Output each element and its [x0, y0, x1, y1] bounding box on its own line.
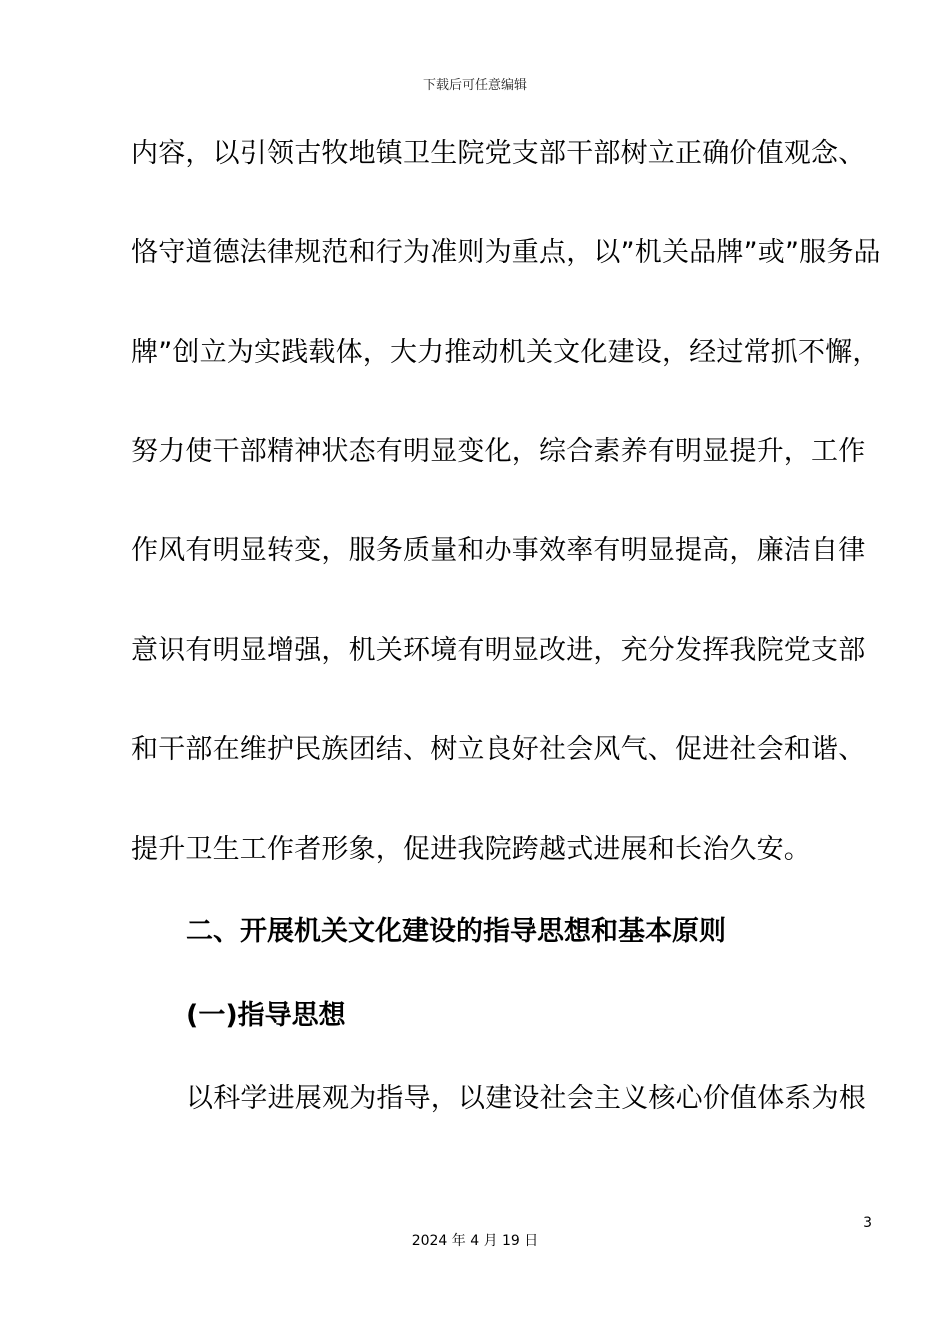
body-line: 意识有明显增强，机关环境有明显改进，充分发挥我院党支部 [131, 635, 866, 666]
page-number: 3 [863, 1215, 872, 1231]
subsection-heading: (一)指导思想 [186, 1000, 346, 1031]
section-heading: 二、开展机关文化建设的指导思想和基本原则 [186, 916, 726, 947]
body-line: 内容，以引领古牧地镇卫生院党支部干部树立正确价值观念、 [131, 138, 866, 169]
footer-date: 2024 年 4 月 19 日 [411, 1233, 539, 1249]
body-line: 恪守道德法律规范和行为准则为重点，以”机关品牌”或”服务品 [131, 237, 881, 268]
body-line: 牌”创立为实践载体，大力推动机关文化建设，经过常抓不懈， [131, 337, 880, 368]
page-header: 下载后可任意编辑 [422, 78, 527, 93]
body-line: 作风有明显转变，服务质量和办事效率有明显提高，廉洁自律 [131, 535, 866, 566]
body-line: 提升卫生工作者形象，促进我院跨越式进展和长治久安。 [131, 834, 811, 865]
body-line: 努力使干部精神状态有明显变化，综合素养有明显提升，工作 [131, 436, 866, 467]
paragraph-first-line: 以科学进展观为指导，以建设社会主义核心价值体系为根 [186, 1083, 866, 1114]
body-line: 和干部在维护民族团结、树立良好社会风气、促进社会和谐、 [131, 734, 866, 765]
